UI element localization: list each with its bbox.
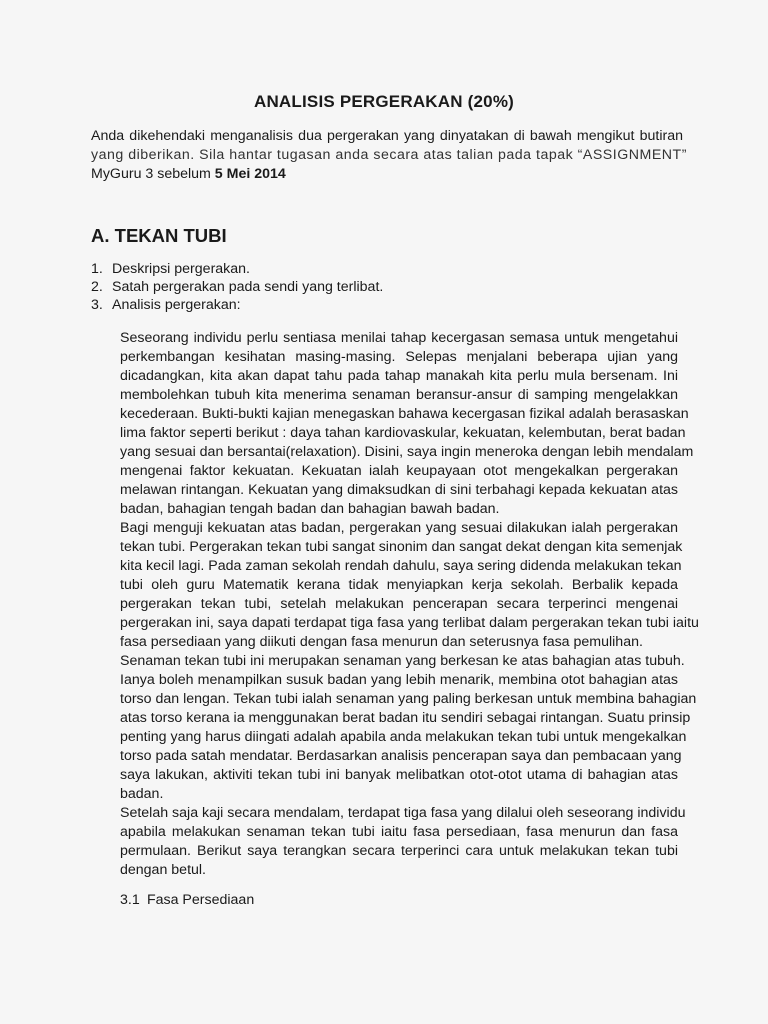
intro-line-1: Anda dikehendaki menganalisis dua pergerakan yang dinyatakan di bawah mengikut butiran [91,128,683,144]
paragraph-line: torso dan lengan. Tekan tubi ialah senaman yang paling berkesan untuk membina bahagian [120,691,697,707]
paragraph-line: badan, bahagian tengah badan dan bahagian bawah badan. [120,501,500,517]
paragraph-line: atas torso kerana ia menggunakan berat badan itu sendiri sebagai rintangan. Suatu prinsip [120,710,691,726]
step-text: Satah pergerakan pada sendi yang terlibat. [112,279,384,295]
analysis-paragraph [120,804,686,880]
intro-line-3 [91,165,683,184]
paragraph-line: badan. [120,786,164,802]
step-number: 1. [91,261,103,277]
due-date: 5 Mei 2014 [214,166,286,182]
paragraph-line: lima faktor seperti berikut : daya tahan kardiovaskular, kekuatan, kelembutan, berat badan [120,425,686,441]
step-number: 2. [91,279,103,295]
step-item [91,260,691,278]
paragraph-line: pergerakan ini, saya dapati terdapat tiga fasa yang terlibat dalam pergerakan tekan tubi iaitu [120,615,699,631]
paragraph-line: dengan betul. [120,862,206,878]
paragraph-line: fasa persediaan yang diikuti dengan fasa menurun dan seterusnya fasa pemulihan. [120,634,643,650]
paragraph-line: saya lakukan, aktiviti tekan tubi ini banyak melibatkan otot-otot utama di bahagian atas [120,767,678,783]
step-text: Analisis pergerakan: [112,297,241,313]
paragraph-line: Senaman tekan tubi ini merupakan senaman yang berkesan ke atas bahagian atas tubuh. [120,653,685,669]
paragraph-line: kita kecil lagi. Pada zaman sekolah rendah dahulu, saya sering didenda melakukan tekan [120,558,682,574]
subsection-heading [120,892,254,908]
analysis-paragraph [120,329,694,519]
paragraph-line: yang sesuai dan bersantai(relaxation). Disini, saya ingin meneroka dengan lebih mendalam [120,444,694,460]
intro-paragraph [91,127,687,184]
document-title: ANALISIS PERGERAKAN (20%) [253,92,515,111]
analysis-paragraph [120,519,699,652]
intro-line-2: yang diberikan. Sila hantar tugasan anda secara atas talian pada tapak “ASSIGNMENT” [91,147,687,163]
paragraph-line: Ianya boleh menampilkan susuk badan yang lebih menarik, membina otot bahagian atas [120,672,678,688]
paragraph-line: torso pada satah mendatar. Berdasarkan analisis pencerapan saya dan pembacaan yang [120,748,682,764]
step-item [91,278,691,296]
paragraph-line: apabila melakukan senaman tekan tubi iaitu fasa persediaan, fasa menurun dan fasa [120,824,678,840]
analysis-paragraph [120,652,697,804]
step-item [91,296,691,314]
subsection-number: 3.1 [120,892,140,908]
paragraph-line: tubi oleh guru Matematik kerana tidak menyiapkan kerja sekolah. Berbalik kepada [120,577,678,593]
paragraph-line: dicadangkan, kita akan dapat tahu pada tahap manakah kita perlu mula bersenam. Ini [120,368,678,384]
paragraph-line: perkembangan kesihatan masing-masing. Selepas menjalani beberapa ujian yang [120,349,678,365]
paragraph-line: melawan rintangan. Kekuatan yang dimaksudkan di sini terbahagi kepada kekuatan atas [120,482,678,498]
paragraph-line: Seseorang individu perlu sentiasa menilai tahap kecergasan semasa untuk mengetahui [120,330,678,346]
subsection-label: Fasa Persediaan [146,892,255,908]
step-number: 3. [91,297,103,313]
analysis-body [120,329,699,880]
intro-line-3-text: MyGuru 3 sebelum [91,166,215,182]
paragraph-line: penting yang harus diingati adalah apabila anda melakukan tekan tubi untuk mengekalkan [120,729,687,745]
paragraph-line: kecederaan. Bukti-bukti kajian menegaskan bahawa kecergasan fizikal adalah berasaskan [120,406,689,422]
step-text: Deskripsi pergerakan. [112,261,250,277]
steps-list [91,260,691,314]
paragraph-line: permulaan. Berikut saya terangkan secara terperinci cara untuk melakukan tekan tubi [120,843,678,859]
paragraph-line: mengenai faktor kekuatan. Kekuatan ialah keupayaan otot mengekalkan pergerakan [120,463,678,479]
paragraph-line: Bagi menguji kekuatan atas badan, pergerakan yang sesuai dilakukan ialah pergerakan [120,520,678,536]
paragraph-line: membolehkan tubuh kita menerima senaman beransur-ansur di samping mengelakkan [120,387,678,403]
section-a-heading: A. TEKAN TUBI [91,225,227,246]
paragraph-line: tekan tubi. Pergerakan tekan tubi sangat sinonim dan sangat dekat dengan kita semenjak [120,539,683,555]
paragraph-line: Setelah saja kaji secara mendalam, terdapat tiga fasa yang dilalui oleh seseorang individu [120,805,686,821]
paragraph-line: pergerakan tekan tubi, setelah melakukan pencerapan secara terperinci mengenai [120,596,678,612]
